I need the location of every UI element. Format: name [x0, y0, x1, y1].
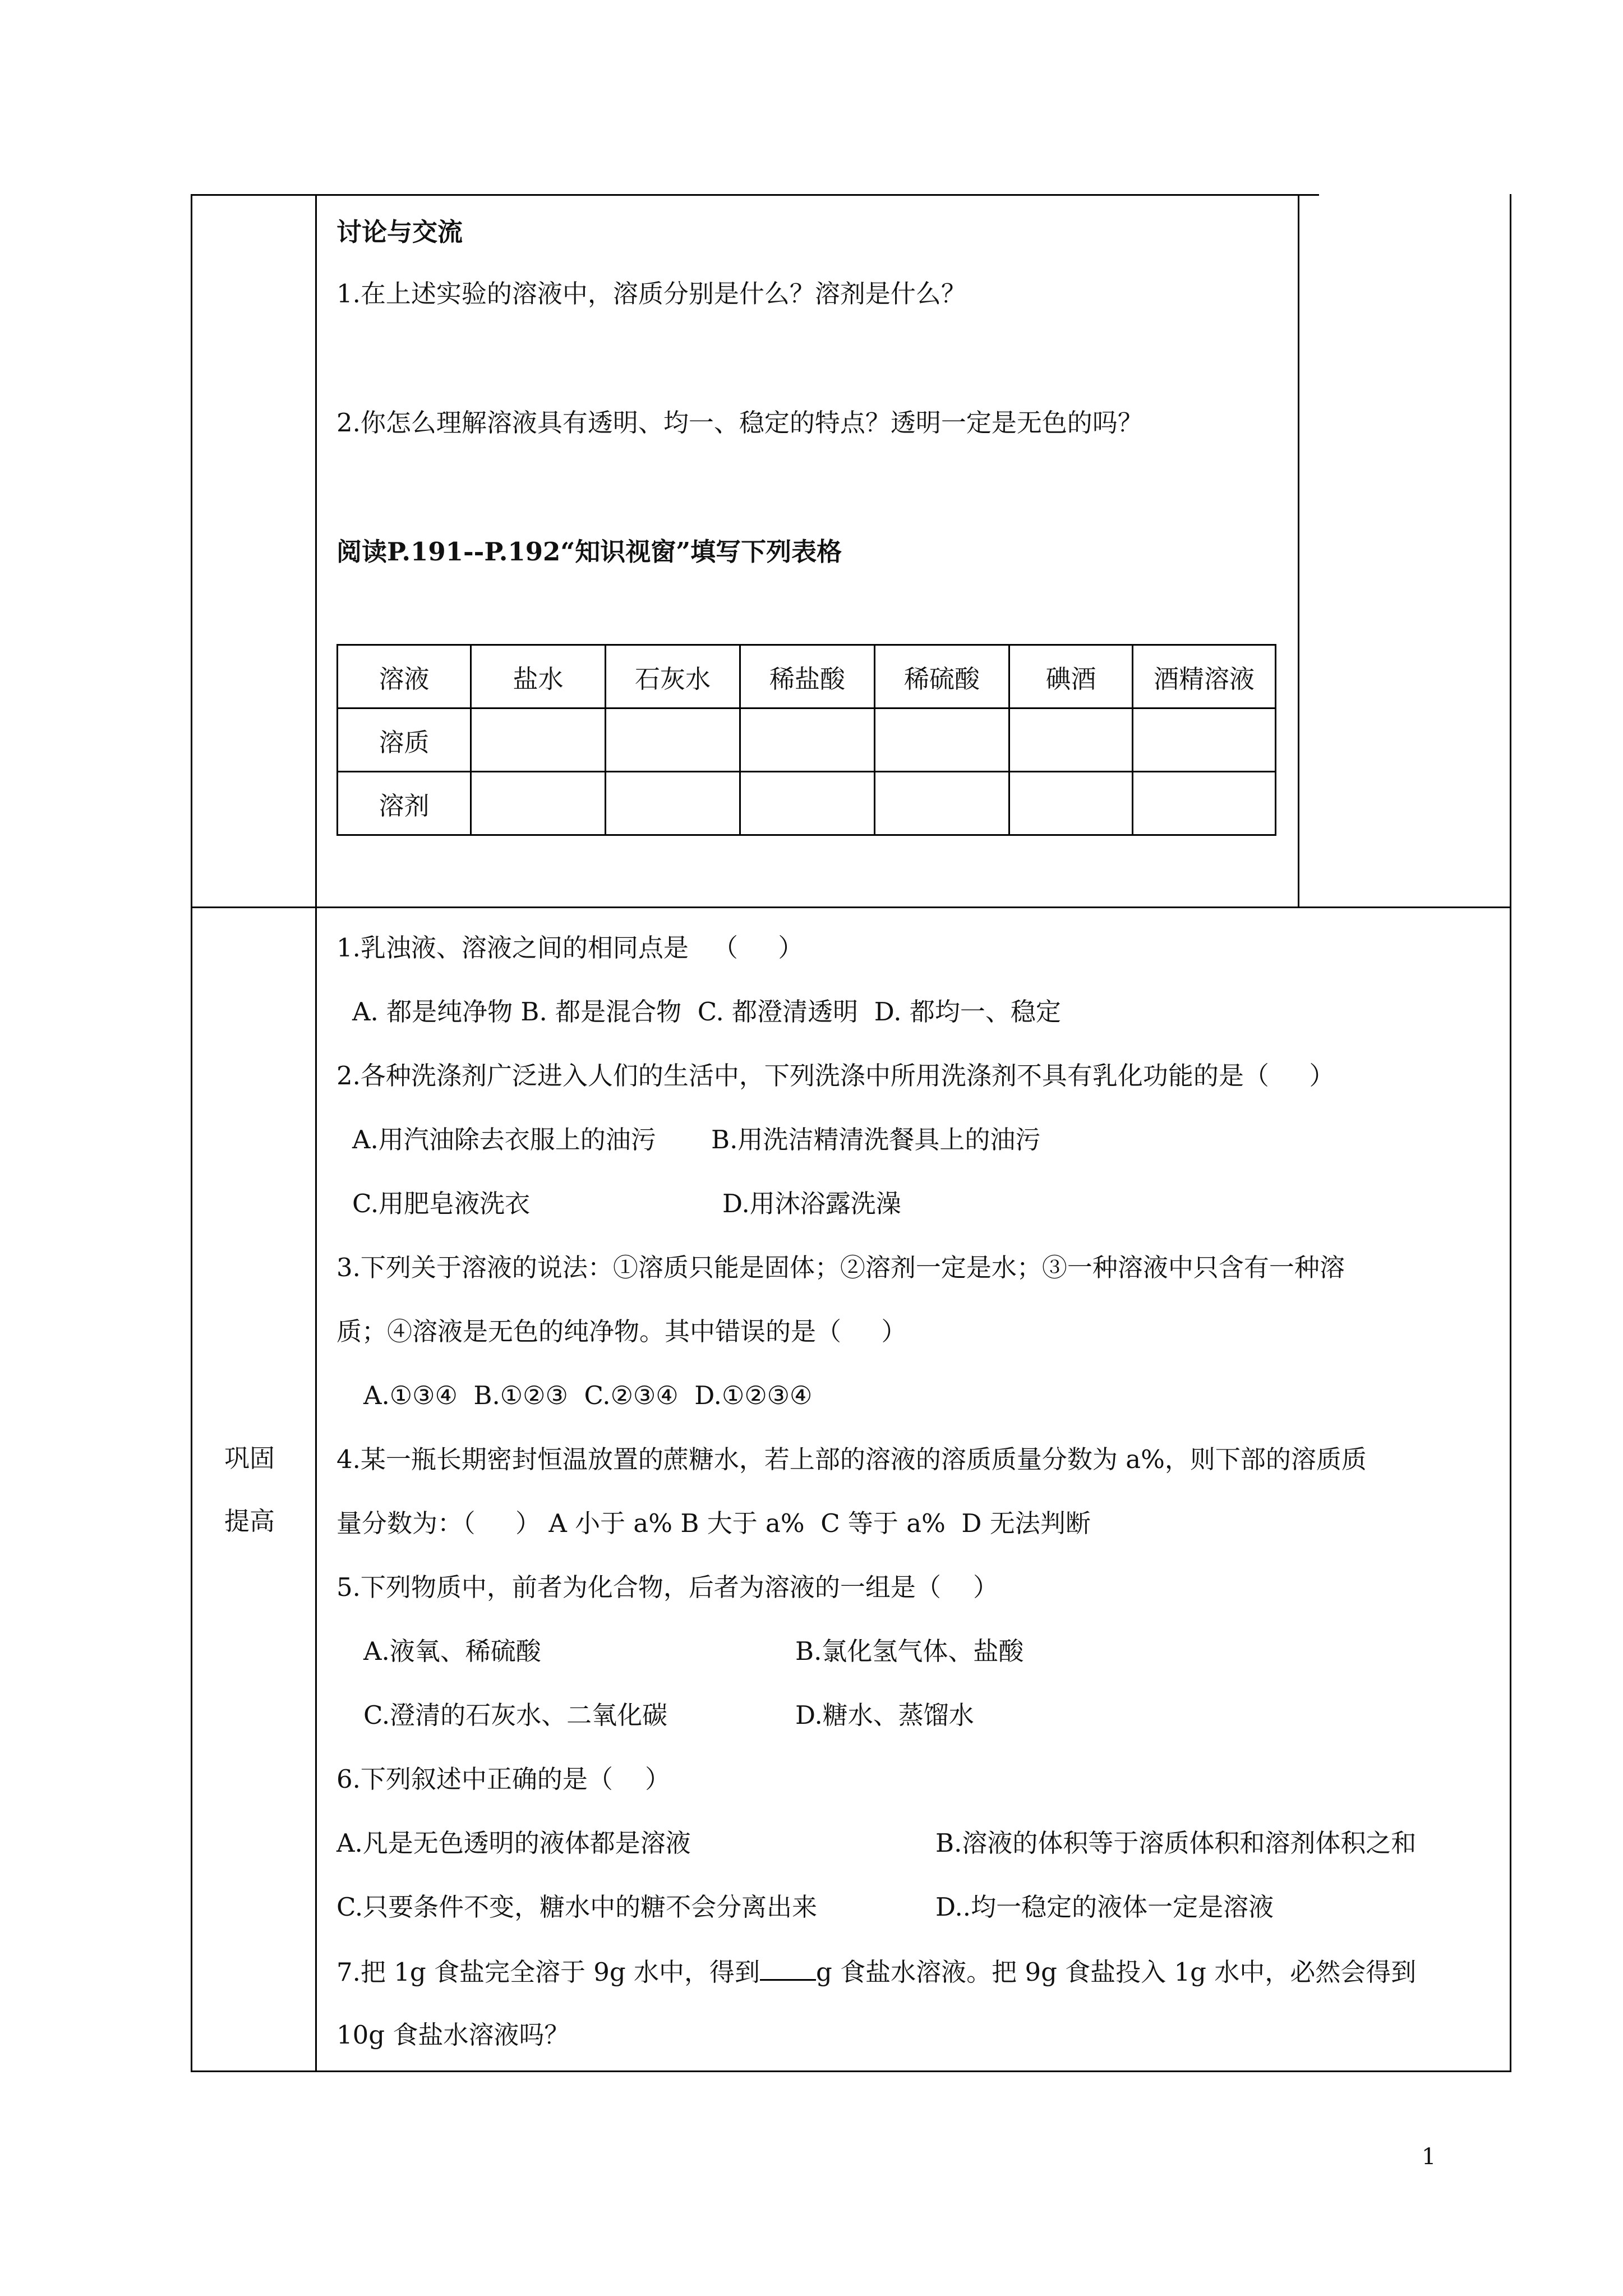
- table-row-label: 溶质: [338, 708, 471, 772]
- table-cell[interactable]: [875, 772, 1009, 835]
- exercise-3-line1: 3.下列关于溶液的说法：①溶质只能是固体；②溶剂一定是水；③一种溶液中只含有一种溶: [336, 1253, 1345, 1282]
- exercise-5: 5.下列物质中，前者为化合物，后者为溶液的一组是（ ）: [336, 1572, 999, 1602]
- exercise-7-line1: [336, 1954, 1416, 1989]
- exercise-4-line2: 量分数为：（ ） A 小于 a% B 大于 a% C 等于 a% D 无法判断: [336, 1508, 1091, 1538]
- exercise-7-text-part1: 7.把 1g 食盐完全溶于 9g 水中，得到: [336, 1957, 760, 1987]
- table-header-cell: 盐水: [471, 645, 606, 708]
- exercise-2-option-c: C.用肥皂液洗衣: [352, 1189, 531, 1218]
- table-cell[interactable]: [1133, 708, 1276, 772]
- discussion-heading: 讨论与交流: [336, 217, 463, 247]
- table-cell[interactable]: [606, 772, 740, 835]
- outer-table-top-border: [191, 194, 1319, 196]
- exercise-5-option-b: B.氯化氢气体、盐酸: [795, 1636, 1024, 1666]
- table-cell[interactable]: [1133, 772, 1276, 835]
- discussion-question-1: 1.在上述实验的溶液中，溶质分别是什么？溶剂是什么？: [336, 279, 966, 309]
- outer-table-bottom-border: [191, 2070, 1511, 2072]
- outer-table-left-border: [191, 194, 192, 2072]
- table-cell[interactable]: [471, 772, 606, 835]
- exercise-2-option-a: A.用汽油除去衣服上的油污: [352, 1125, 656, 1154]
- exercise-7-line2: 10g 食盐水溶液吗？: [336, 2020, 570, 2050]
- exercise-7-answer-blank[interactable]: [760, 1954, 816, 1981]
- exercise-4-line1: 4.某一瓶长期密封恒温放置的蔗糖水，若上部的溶液的溶质质量分数为 a%，则下部的溶质质: [336, 1444, 1367, 1474]
- table-cell[interactable]: [606, 708, 740, 772]
- exercise-2: 2.各种洗涤剂广泛进入人们的生活中，下列洗涤中所用洗涤剂不具有乳化功能的是（ ）: [336, 1061, 1335, 1091]
- exercise-7-text-part2: g 食盐水溶液。把 9g 食盐投入 1g 水中，必然会得到: [816, 1957, 1417, 1987]
- reading-instruction: 阅读P.191--P.192“知识视窗”填写下列表格: [336, 537, 842, 567]
- exercise-2-option-d: D.用沐浴露洗澡: [722, 1189, 901, 1218]
- table-cell[interactable]: [1009, 708, 1133, 772]
- table-row-solvent: [338, 772, 1276, 835]
- section-divider: [191, 907, 1511, 908]
- table-header-cell: 碘酒: [1009, 645, 1133, 708]
- table-cell[interactable]: [1009, 772, 1133, 835]
- table-row-label: 溶剂: [338, 772, 471, 835]
- exercise-1: 1.乳浊液、溶液之间的相同点是 （ ）: [336, 933, 804, 963]
- exercise-1-options: A. 都是纯净物 B. 都是混合物 C. 都澄清透明 D. 都均一、稳定: [352, 997, 1061, 1027]
- section1-right-border: [1298, 194, 1299, 908]
- exercise-5-option-d: D.糖水、蒸馏水: [795, 1700, 974, 1730]
- exercise-6-option-c: C.只要条件不变，糖水中的糖不会分离出来: [336, 1892, 818, 1922]
- section2-label-line1: 巩固: [224, 1443, 275, 1473]
- table-cell[interactable]: [740, 708, 875, 772]
- table-header-cell: 酒精溶液: [1133, 645, 1276, 708]
- exercise-3-line2: 质；④溶液是无色的纯净物。其中错误的是（ ）: [336, 1317, 907, 1346]
- exercise-5-option-a: A.液氧、稀硫酸: [363, 1636, 541, 1666]
- page-number: 1: [1422, 2144, 1436, 2170]
- exercise-6: 6.下列叙述中正确的是（ ）: [336, 1764, 671, 1794]
- outer-table-right-border: [1510, 194, 1511, 2072]
- exercise-6-option-d: D..均一稳定的液体一定是溶液: [935, 1892, 1274, 1922]
- exercise-3-options: A.①③④ B.①②③ C.②③④ D.①②③④: [363, 1381, 813, 1410]
- table-header-cell: 石灰水: [606, 645, 740, 708]
- discussion-question-2: 2.你怎么理解溶液具有透明、均一、稳定的特点？透明一定是无色的吗？: [336, 408, 1143, 438]
- table-row-solute: [338, 708, 1276, 772]
- exercise-2-option-b: B.用洗洁精清洗餐具上的油污: [711, 1125, 1041, 1154]
- table-cell[interactable]: [471, 708, 606, 772]
- table-cell[interactable]: [875, 708, 1009, 772]
- table-header-cell: 溶液: [338, 645, 471, 708]
- section2-label-line2: 提高: [224, 1506, 275, 1536]
- solution-table: [336, 644, 1276, 836]
- table-header-row: [338, 645, 1276, 708]
- label-column-divider: [315, 194, 317, 2072]
- exercise-6-option-b: B.溶液的体积等于溶质体积和溶剂体积之和: [935, 1828, 1417, 1858]
- exercise-6-option-a: A.凡是无色透明的液体都是溶液: [336, 1828, 691, 1858]
- table-header-cell: 稀硫酸: [875, 645, 1009, 708]
- table-header-cell: 稀盐酸: [740, 645, 875, 708]
- exercise-5-option-c: C.澄清的石灰水、二氧化碳: [363, 1700, 668, 1730]
- table-cell[interactable]: [740, 772, 875, 835]
